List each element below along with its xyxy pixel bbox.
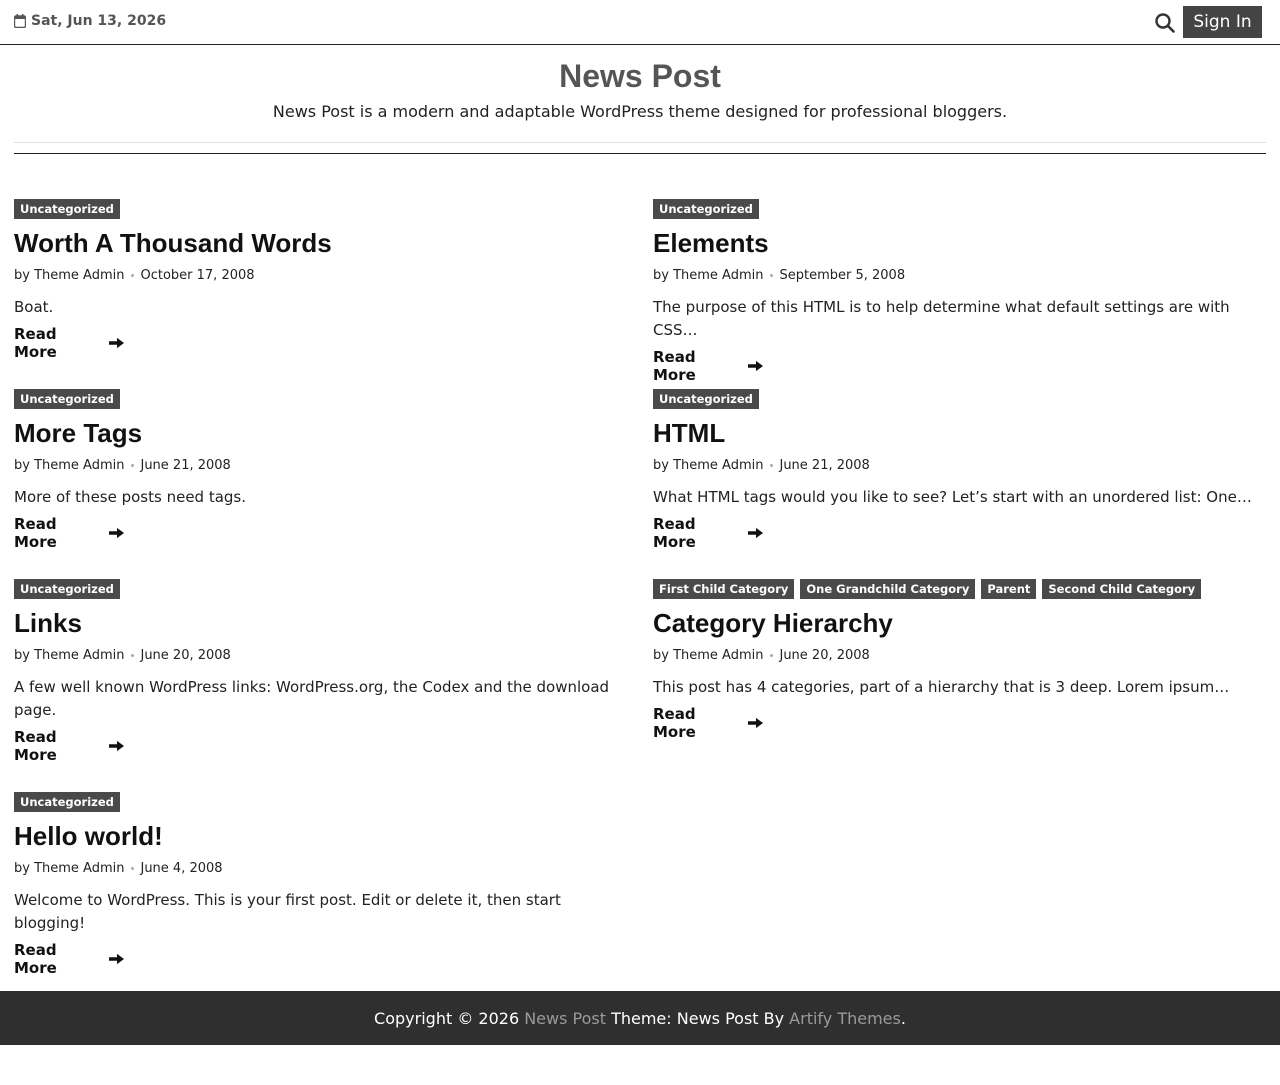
post-categories <box>653 579 1267 599</box>
top-bar <box>0 0 1280 45</box>
post-date[interactable]: June 21, 2008 <box>140 457 231 473</box>
post-title[interactable]: Links <box>14 608 82 638</box>
read-more-link[interactable] <box>14 941 124 977</box>
meta-separator <box>770 654 773 657</box>
category-badge[interactable]: Uncategorized <box>653 199 759 219</box>
footer-theme-text: Theme: News Post By <box>606 1008 790 1028</box>
site-tagline: News Post is a modern and adaptable WordPress theme designed for professional bloggers. <box>272 102 1008 121</box>
read-more-link[interactable] <box>14 325 124 361</box>
post-meta <box>14 266 628 284</box>
arrow-right-icon <box>109 337 124 349</box>
category-badge[interactable]: Parent <box>981 579 1036 599</box>
read-more-link[interactable] <box>653 705 763 741</box>
arrow-right-icon <box>109 527 124 539</box>
post-card <box>653 389 1267 551</box>
post-author[interactable]: by Theme Admin <box>14 647 125 663</box>
header-divider <box>14 142 1266 143</box>
post-card <box>14 199 628 361</box>
read-more-label: Read More <box>14 515 57 551</box>
post-date[interactable]: June 21, 2008 <box>779 457 870 473</box>
post-card <box>14 579 628 764</box>
arrow-right-icon <box>748 527 763 539</box>
post-categories <box>14 389 628 409</box>
post-categories <box>653 199 1267 219</box>
post-excerpt: A few well known WordPress links: WordPress.org, the Codex and the download page. <box>14 678 610 719</box>
meta-separator <box>770 464 773 467</box>
post-excerpt: The purpose of this HTML is to help determine what default settings are with CSS… <box>653 298 1230 339</box>
post-date[interactable]: September 5, 2008 <box>779 267 906 283</box>
meta-separator <box>131 464 134 467</box>
read-more-label: Read More <box>14 728 57 764</box>
post-meta <box>14 859 628 877</box>
post-author[interactable]: by Theme Admin <box>653 267 764 283</box>
read-more-label: Read More <box>653 515 696 551</box>
site-footer <box>0 991 1280 1045</box>
arrow-right-icon <box>748 717 763 729</box>
post-meta <box>653 646 1267 664</box>
post-title[interactable]: HTML <box>653 418 726 448</box>
post-meta <box>653 266 1267 284</box>
read-more-label: Read More <box>653 705 696 741</box>
post-date[interactable]: June 4, 2008 <box>140 860 223 876</box>
post-card <box>14 389 628 551</box>
footer-author-link[interactable]: Artify Themes <box>789 1008 901 1028</box>
post-title[interactable]: Elements <box>653 228 769 258</box>
category-badge[interactable]: Uncategorized <box>14 792 120 812</box>
category-badge[interactable]: Second Child Category <box>1042 579 1201 599</box>
post-categories <box>653 389 1267 409</box>
read-more-label: Read More <box>14 941 57 977</box>
read-more-link[interactable] <box>653 515 763 551</box>
post-title[interactable]: Worth A Thousand Words <box>14 228 332 258</box>
post-excerpt: This post has 4 categories, part of a hierarchy that is 3 deep. Lorem ipsum… <box>653 678 1230 696</box>
post-date[interactable]: June 20, 2008 <box>140 647 231 663</box>
post-excerpt: Welcome to WordPress. This is your first post. Edit or delete it, then start blogging! <box>14 891 561 932</box>
category-badge[interactable]: Uncategorized <box>653 389 759 409</box>
read-more-link[interactable] <box>653 348 763 384</box>
category-badge[interactable]: Uncategorized <box>14 579 120 599</box>
category-badge[interactable]: Uncategorized <box>14 389 120 409</box>
search-icon[interactable] <box>1154 12 1176 34</box>
post-categories <box>14 199 628 219</box>
read-more-link[interactable] <box>14 515 124 551</box>
post-title[interactable]: Hello world! <box>14 821 163 851</box>
post-author[interactable]: by Theme Admin <box>14 457 125 473</box>
post-author[interactable]: by Theme Admin <box>14 860 125 876</box>
post-categories <box>14 579 628 599</box>
post-date[interactable]: June 20, 2008 <box>779 647 870 663</box>
read-more-label: Read More <box>14 325 57 361</box>
footer-copyright: Copyright © 2026 <box>374 1008 525 1028</box>
post-excerpt: More of these posts need tags. <box>14 488 247 506</box>
meta-separator <box>770 274 773 277</box>
meta-separator <box>131 867 134 870</box>
post-excerpt: What HTML tags would you like to see? Let’s start with an unordered list: One… <box>653 488 1252 506</box>
arrow-right-icon <box>109 953 124 965</box>
arrow-right-icon <box>748 360 763 372</box>
post-card <box>653 579 1267 741</box>
post-date[interactable]: October 17, 2008 <box>140 267 255 283</box>
read-more-label: Read More <box>653 348 696 384</box>
post-categories <box>14 792 628 812</box>
meta-separator <box>131 274 134 277</box>
post-card <box>14 792 628 977</box>
meta-separator <box>131 654 134 657</box>
post-card <box>653 199 1267 384</box>
read-more-link[interactable] <box>14 728 124 764</box>
arrow-right-icon <box>109 740 124 752</box>
date-text: Sat, Jun 13, 2026 <box>31 13 167 29</box>
post-title[interactable]: Category Hierarchy <box>653 608 893 638</box>
site-title[interactable]: News Post <box>559 58 721 94</box>
category-badge[interactable]: One Grandchild Category <box>800 579 975 599</box>
footer-period: . <box>900 1008 906 1028</box>
post-meta <box>14 456 628 474</box>
post-excerpt: Boat. <box>14 298 54 316</box>
post-author[interactable]: by Theme Admin <box>653 647 764 663</box>
post-author[interactable]: by Theme Admin <box>653 457 764 473</box>
post-title[interactable]: More Tags <box>14 418 143 448</box>
sign-in-button[interactable]: Sign In <box>1183 6 1262 38</box>
post-author[interactable]: by Theme Admin <box>14 267 125 283</box>
post-meta <box>14 646 628 664</box>
post-meta <box>653 456 1267 474</box>
header-divider-dark <box>14 153 1266 154</box>
calendar-icon <box>14 14 26 28</box>
category-badge[interactable]: Uncategorized <box>14 199 120 219</box>
current-date <box>14 13 166 29</box>
footer-site-link[interactable]: News Post <box>524 1008 606 1028</box>
category-badge[interactable]: First Child Category <box>653 579 794 599</box>
